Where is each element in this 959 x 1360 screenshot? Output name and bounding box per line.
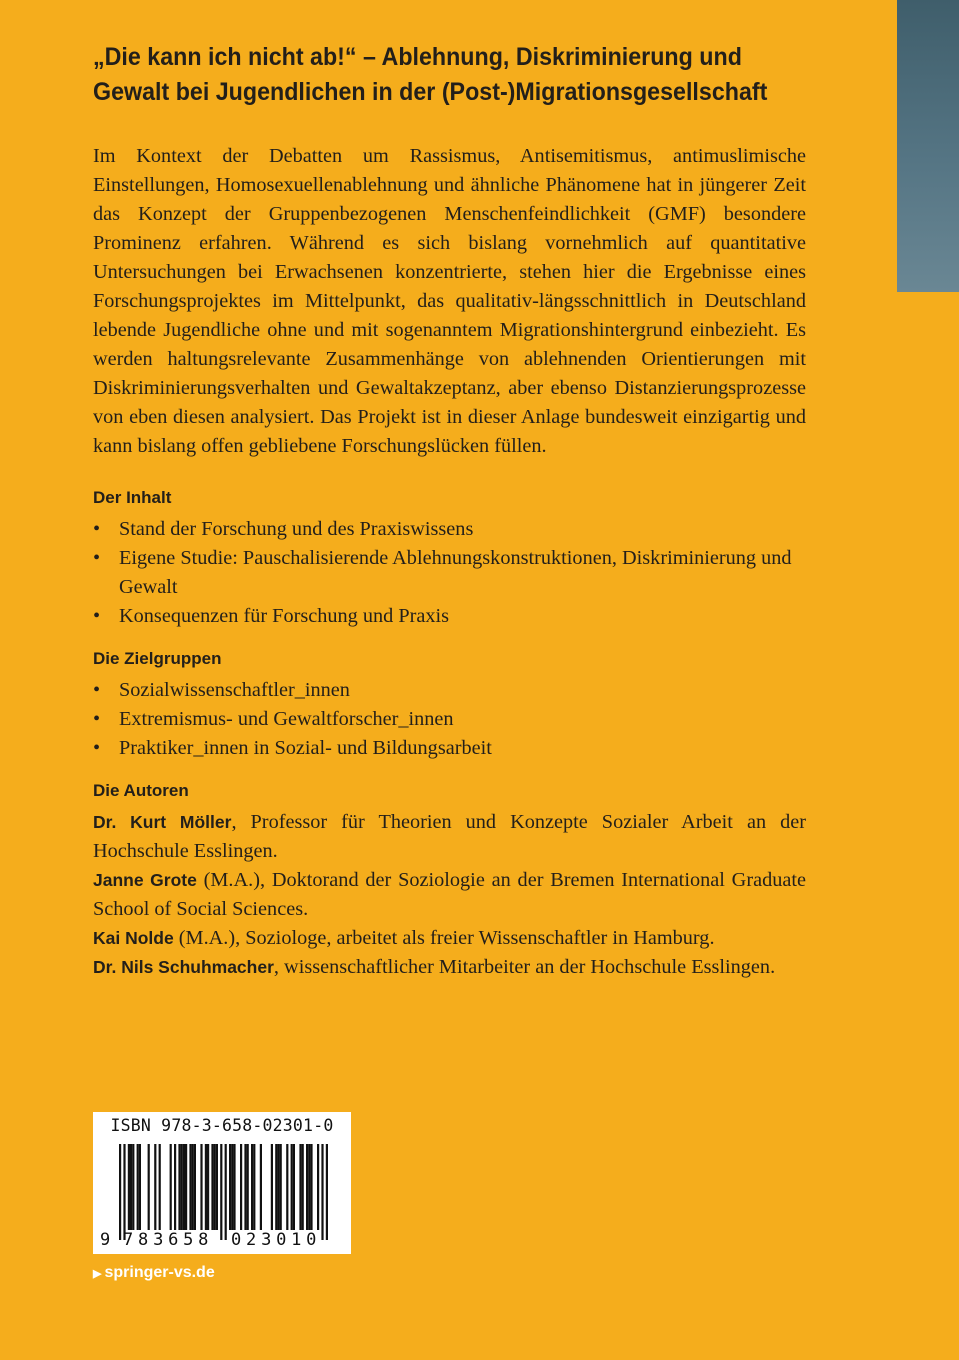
author-description: (M.A.), Soziologe, arbeitet als freier Wissenschaftler in Hamburg. — [173, 927, 715, 949]
book-title-line-2: Gewalt bei Jugendlichen in der (Post-)Migrationsgesellschaft — [93, 78, 768, 106]
barcode-bar — [216, 1144, 218, 1230]
barcode-bar — [291, 1144, 293, 1230]
bullet-icon: • — [93, 708, 101, 730]
isbn-barcode — [93, 1112, 351, 1254]
barcode-guard-bar — [321, 1144, 323, 1240]
back-cover-content — [93, 40, 806, 982]
barcode-bar — [174, 1144, 176, 1230]
barcode-guard-bar — [326, 1144, 328, 1240]
author-entry — [93, 866, 806, 924]
section-heading-inhalt: Der Inhalt — [93, 488, 172, 507]
barcode-guard-bar — [220, 1144, 222, 1240]
barcode-bar — [233, 1144, 235, 1230]
book-title-line-1: „Die kann ich nicht ab!“ – Ablehnung, Diskriminierung und — [93, 43, 742, 71]
barcode-bar — [183, 1144, 185, 1230]
ean-first-digit: 9 — [100, 1230, 111, 1250]
cover-corner-band — [897, 0, 959, 292]
barcode-guard-bar — [123, 1144, 125, 1240]
barcode-bar — [192, 1144, 194, 1230]
barcode-bar — [181, 1144, 183, 1230]
ean-digits — [93, 1230, 351, 1252]
book-blurb: Im Kontext der Debatten um Rassismus, Antisemitismus, antimuslimische Einstellungen, Homosexuellenablehnung und ähnliche Phänomene hat in jüngerer Zeit das Konzept der Gruppenbezogenen Menschenfeindlichkeit (GMF) besondere Prominenz erfahren. Während es sich bislang vornehmlich auf quantitative Untersuchungen bei Erwachsenen konzentrierte, stehen hier die Ergebnisse eines Forschungsprojektes im Mittelpunkt, das qualitativ-längsschnittlich in Deutschland lebende Jugendliche ohne und mit sogenanntem Migrationshintergrund einbezieht. Es werden haltungsrelevante Zusammenhänge von ablehnenden Orientierungen mit Diskriminierungsverhalten und Gewaltakzeptanz, aber ebenso Distanzierungsprozesse von eben diesen analysiert. Das Projekt ist in dieser Anlage bundesweit einzigartig und kann bislang offen gebliebene Forschungslücken füllen. — [93, 145, 806, 457]
inhalt-list — [93, 515, 806, 631]
barcode-bar — [130, 1144, 132, 1230]
isbn-label: ISBN 978-3-658-02301-0 — [110, 1116, 334, 1135]
barcode-bar — [132, 1144, 134, 1230]
barcode-guard-bar — [119, 1144, 121, 1240]
barcode-bar — [251, 1144, 253, 1230]
barcode-bar — [317, 1144, 319, 1230]
publisher-url: springer-vs.de — [104, 1264, 215, 1281]
barcode-bar — [214, 1144, 216, 1230]
author-list — [93, 808, 806, 982]
author-name: Janne Grote — [93, 870, 197, 890]
barcode-bar — [247, 1144, 249, 1230]
author-name: Kai Nolde — [93, 928, 174, 948]
author-description: , wissenschaftlicher Mitarbeiter an der Hochschule Esslingen. — [273, 956, 776, 978]
barcode-bar — [185, 1144, 187, 1230]
barcode-bar — [280, 1144, 282, 1230]
barcode-bar — [260, 1144, 262, 1230]
barcode-bar — [200, 1144, 202, 1230]
list-item — [93, 734, 806, 763]
ean-left-group: 783658 — [123, 1230, 214, 1250]
list-item — [93, 544, 806, 602]
zielgruppen-list — [93, 676, 806, 763]
author-entry — [93, 808, 806, 866]
barcode-guard-bar — [225, 1144, 227, 1240]
barcode-bar — [194, 1144, 196, 1230]
barcode-bar — [211, 1144, 213, 1230]
barcode-bar — [271, 1144, 273, 1230]
list-item-text: Praktiker_innen in Sozial- und Bildungsarbeit — [119, 737, 492, 759]
bullet-icon: • — [93, 547, 101, 569]
author-name: Dr. Nils Schuhmacher — [93, 957, 274, 977]
barcode-bar — [178, 1144, 180, 1230]
arrow-right-icon: ▶ — [93, 1267, 102, 1280]
barcode-bar — [128, 1144, 130, 1230]
bullet-icon: • — [93, 518, 101, 540]
list-item-text: Konsequenzen für Forschung und Praxis — [119, 605, 450, 627]
barcode-bar — [308, 1144, 310, 1230]
barcode-bar — [189, 1144, 191, 1230]
barcode-bar — [277, 1144, 279, 1230]
barcode-bar — [286, 1144, 288, 1230]
barcode-bar — [159, 1144, 161, 1230]
ean-right-group: 023010 — [231, 1230, 322, 1250]
list-item — [93, 705, 806, 734]
barcode-bar — [170, 1144, 172, 1230]
barcode-bar — [306, 1144, 308, 1230]
author-entry — [93, 924, 806, 953]
list-item — [93, 515, 806, 544]
barcode-bar — [253, 1144, 255, 1230]
barcode-bars — [93, 1142, 351, 1242]
barcode-bar — [244, 1144, 246, 1230]
author-entry — [93, 953, 806, 982]
list-item-text: Eigene Studie: Pauschalisierende Ablehnungskonstruktionen, Diskriminierung und Gewalt — [119, 547, 792, 598]
barcode-bar — [293, 1144, 295, 1230]
list-item-text: Extremismus- und Gewaltforscher_innen — [119, 708, 454, 730]
barcode-bar — [154, 1144, 156, 1230]
barcode-bar — [148, 1144, 150, 1230]
book-title — [93, 40, 809, 110]
section-heading-zielgruppen: Die Zielgruppen — [93, 649, 222, 668]
bullet-icon: • — [93, 679, 101, 701]
author-name: Dr. Kurt Möller — [93, 812, 232, 832]
barcode-bar — [229, 1144, 231, 1230]
barcode-bar — [231, 1144, 233, 1230]
barcode-bar — [207, 1144, 209, 1230]
bullet-icon: • — [93, 737, 101, 759]
author-description: (M.A.), Doktorand der Soziologie an der Bremen International Graduate School of Social Sciences. — [93, 869, 806, 920]
bullet-icon: • — [93, 605, 101, 627]
barcode-bar — [205, 1144, 207, 1230]
list-item-text: Sozialwissenschaftler_innen — [119, 679, 350, 701]
section-heading-autoren: Die Autoren — [93, 781, 189, 800]
barcode-bar — [137, 1144, 139, 1230]
barcode-bar — [310, 1144, 312, 1230]
publisher-link[interactable] — [93, 1264, 215, 1282]
barcode-bar — [275, 1144, 277, 1230]
author-description: , Professor für Theorien und Konzepte Sozialer Arbeit an der Hochschule Esslingen. — [93, 811, 806, 862]
barcode-bar — [302, 1144, 304, 1230]
list-item — [93, 602, 806, 631]
barcode-bar — [299, 1144, 301, 1230]
list-item-text: Stand der Forschung und des Praxiswissens — [119, 518, 474, 540]
barcode-bar — [240, 1144, 242, 1230]
list-item — [93, 676, 806, 705]
barcode-bar — [139, 1144, 141, 1230]
